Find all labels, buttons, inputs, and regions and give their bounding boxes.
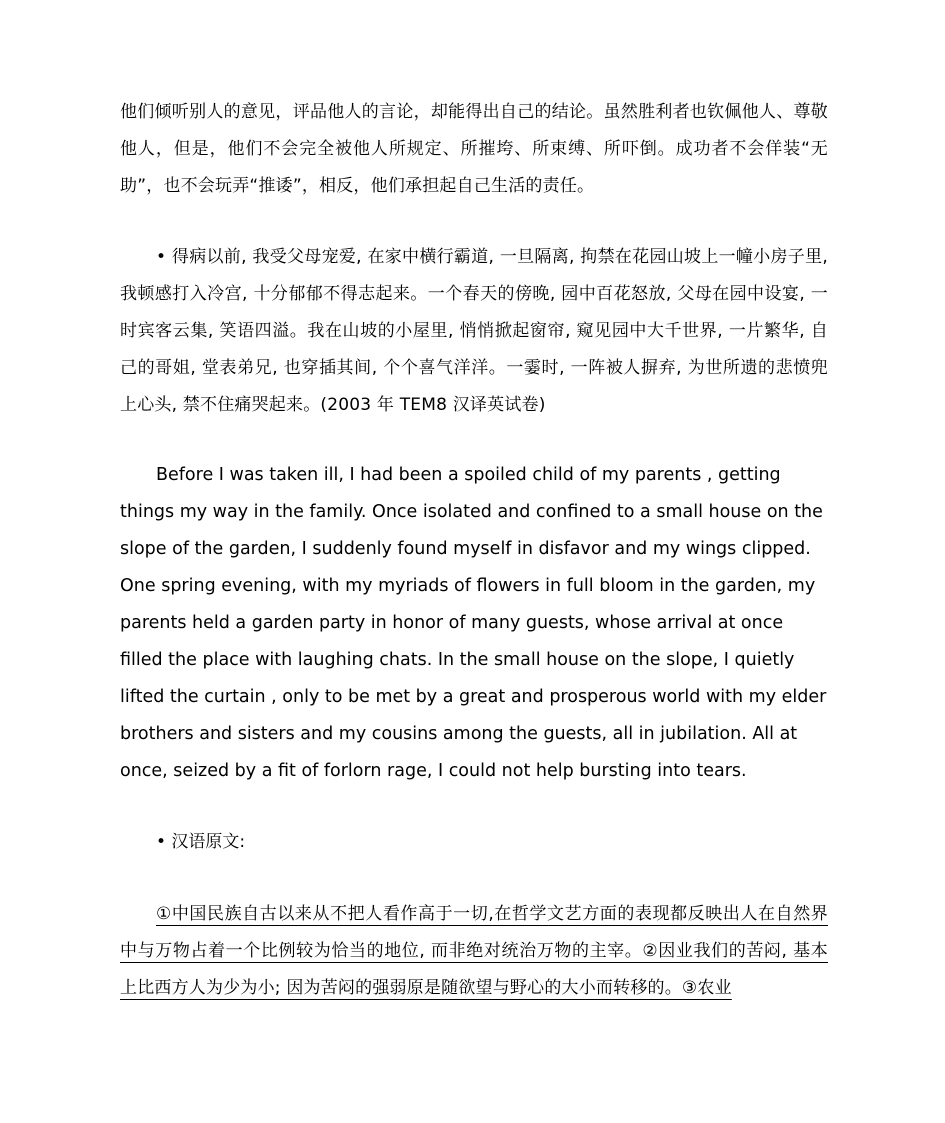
paragraph-underlined-original: ①中国民族自古以来从不把人看作高于一切,在哲学文艺方面的表现都反映出人在自然界中与万物占着一个比例较为恰当的地位, 而非绝对统治万物的主宰。②因业我们的苦闷, 基本上比西方人为少为小; 因为苦闷的强弱原是随欲望与野心的大小而转移的。③农业 <box>120 904 828 998</box>
paragraph-english-translation: Before I was taken ill, I had been a spoiled child of my parents , getting things my way in the family. Once isolated and confined to a small house on the slope of the garden, I suddenly found myself in disfavor and my wings clipped. One spring evening, with my myriads of flowers in full bloom in the garden, my parents held a garden party in honor of many guests, whose arrival at once filled the place with laughing chats. In the small house on the slope, I quietly lifted the curtain , only to be met by a great and prosperous world with my elder brothers and sisters and my cousins among the guests, all in jubilation. All at once, seized by a fit of forlorn rage, I could not help bursting into tears. <box>120 465 827 781</box>
paragraph-chinese-source-bullet: • 得病以前, 我受父母宠爱, 在家中横行霸道, 一旦隔离, 拘禁在花园山坡上一幢小房子里, 我顿感打入冷宫, 十分郁郁不得志起来。一个春天的傍晚, 园中百花怒放, 父母在园中设宴, 一时宾客云集, 笑语四溢。我在山坡的小屋里, 悄悄掀起窗帘, 窥见园中大千世界, 一片繁华, 自己的哥姐, 堂表弟兄, 也穿插其间, 个个喜气洋洋。一霎时, 一阵被人摒弃, 为世所遗的悲愤兜上心头, 禁不住痛哭起来。(2003 年 TEM8 汉译英试卷) <box>120 247 828 415</box>
section-heading-original-text: • 汉语原文: <box>156 832 246 852</box>
paragraph-winners-responsibility: 他们倾听别人的意见，评品他人的言论，却能得出自己的结论。虽然胜利者也钦佩他人、尊敬他人，但是，他们不会完全被他人所规定、所摧垮、所束缚、所吓倒。成功者不会佯装“无助”，也不会玩弄“推诿”，相反，他们承担起自己生活的责任。 <box>120 102 828 196</box>
